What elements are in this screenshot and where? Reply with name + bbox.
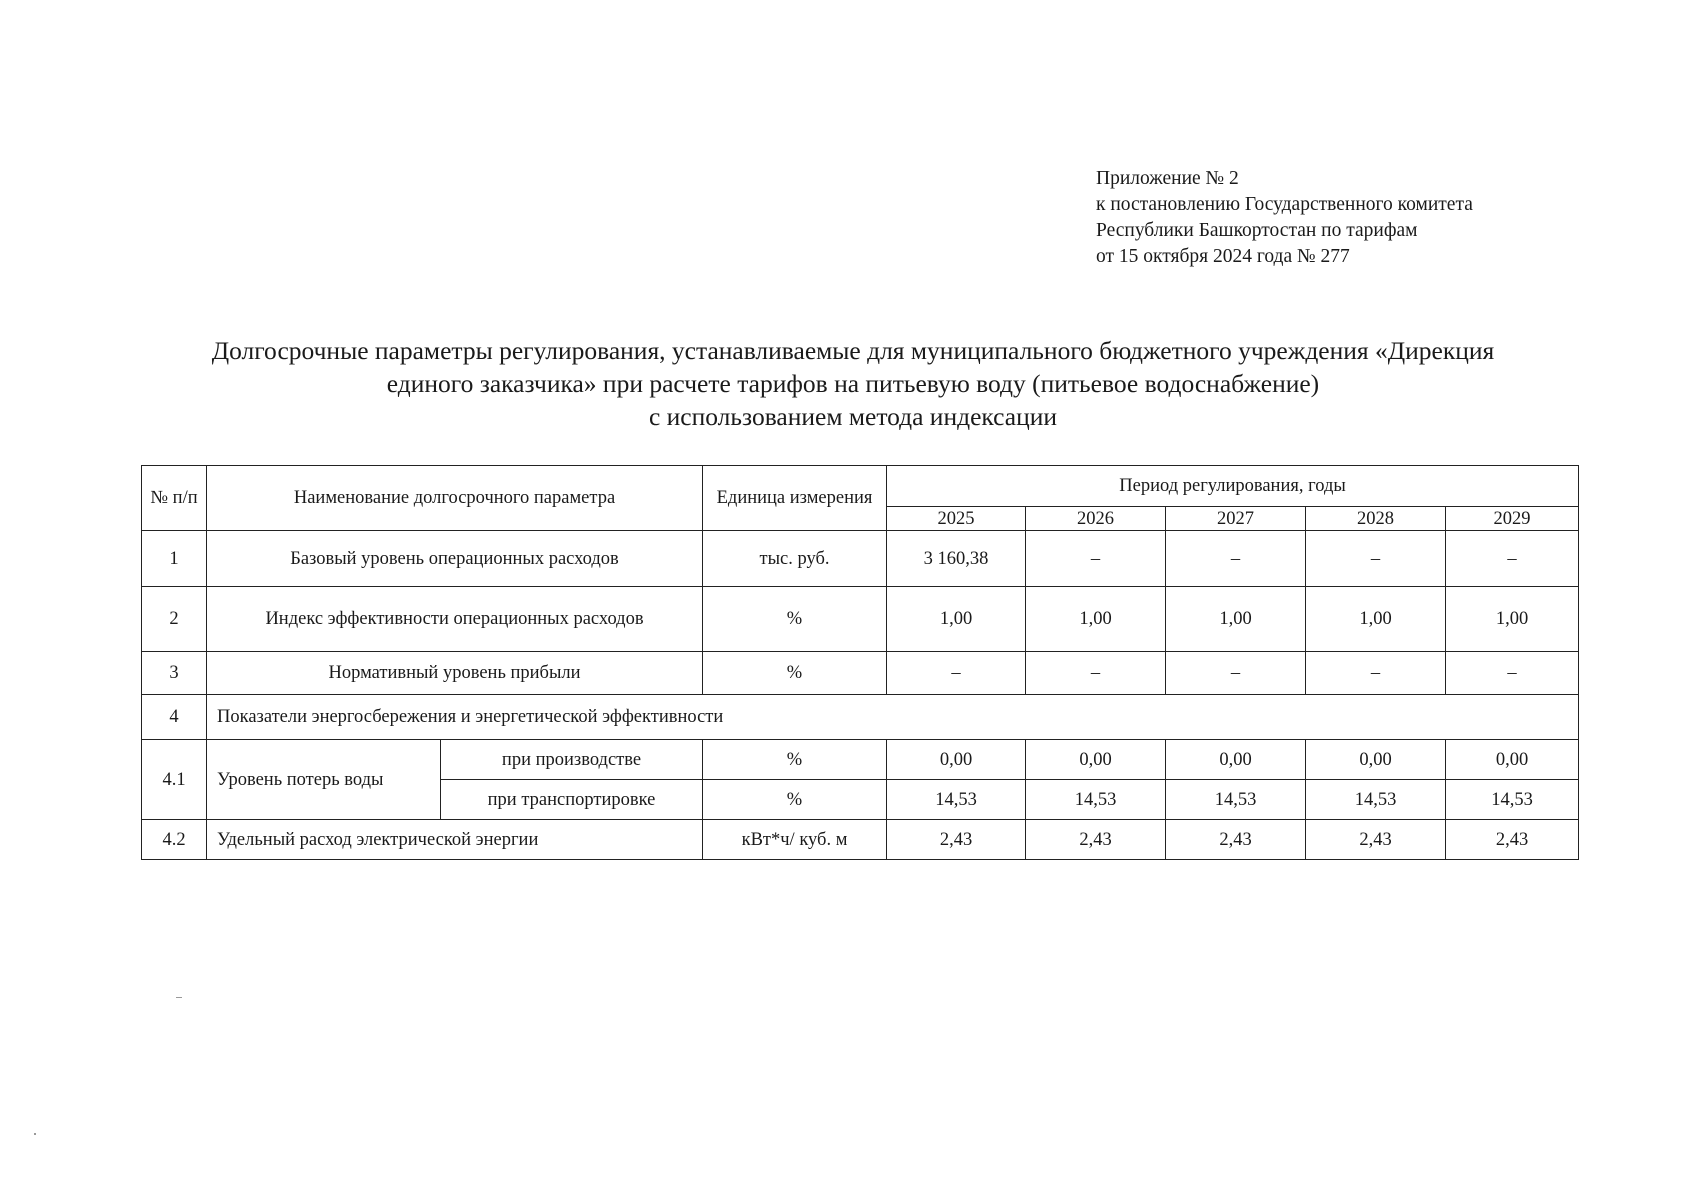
row-value: 1,00	[887, 587, 1026, 652]
row-unit: тыс. руб.	[703, 531, 887, 587]
row-value: 1,00	[1166, 587, 1306, 652]
header-row	[142, 466, 1579, 507]
header-unit: Единица измерения	[703, 466, 887, 531]
appendix-line-4: от 15 октября 2024 года № 277	[1096, 246, 1350, 267]
title-line-3: с использованием метода индексации	[648, 402, 1058, 431]
appendix-line-3: Республики Башкортостан по тарифам	[1096, 220, 1418, 241]
header-name: Наименование долгосрочного параметра	[207, 466, 703, 531]
table-row	[142, 820, 1579, 860]
row-name: Индекс эффективности операционных расходов	[207, 587, 703, 652]
row-num: 4.2	[142, 820, 207, 860]
appendix-block	[1096, 166, 1473, 270]
row-value: –	[1026, 531, 1166, 587]
header-year: 2028	[1306, 507, 1446, 531]
title-line-1: Долгосрочные параметры регулирования, устанавливаемые для муниципального бюджетного учреждения «Дирекция	[211, 336, 1495, 365]
header-num: № п/п	[142, 466, 207, 531]
row-value: 0,00	[1166, 740, 1306, 780]
document-title	[130, 334, 1576, 433]
section-name: Показатели энергосбережения и энергетической эффективности	[207, 695, 1579, 740]
row-value: 0,00	[887, 740, 1026, 780]
title-line-2: единого заказчика» при расчете тарифов на питьевую воду (питьевое водоснабжение)	[386, 369, 1320, 398]
row-value: 0,00	[1306, 740, 1446, 780]
row-subname: при транспортировке	[441, 780, 703, 820]
row-value: 3 160,38	[887, 531, 1026, 587]
header-year: 2029	[1446, 507, 1579, 531]
appendix-line-1: Приложение № 2	[1096, 168, 1239, 189]
section-row	[142, 695, 1579, 740]
row-value: 2,43	[1306, 820, 1446, 860]
parameters-table	[141, 465, 1579, 860]
table-row	[142, 740, 1579, 780]
row-num: 3	[142, 652, 207, 695]
table-row	[142, 531, 1579, 587]
row-value: –	[1306, 531, 1446, 587]
header-year: 2025	[887, 507, 1026, 531]
row-name: Нормативный уровень прибыли	[207, 652, 703, 695]
row-name: Уровень потерь воды	[207, 740, 441, 820]
row-value: 2,43	[1446, 820, 1579, 860]
row-value: 14,53	[1026, 780, 1166, 820]
row-value: 14,53	[887, 780, 1026, 820]
table-row	[142, 652, 1579, 695]
row-value: 1,00	[1306, 587, 1446, 652]
row-value: 0,00	[1446, 740, 1579, 780]
row-num: 4	[142, 695, 207, 740]
row-value: 0,00	[1026, 740, 1166, 780]
row-value: –	[1026, 652, 1166, 695]
row-unit: %	[703, 780, 887, 820]
row-unit: %	[703, 740, 887, 780]
row-value: –	[1446, 652, 1579, 695]
row-unit: %	[703, 652, 887, 695]
row-num: 4.1	[142, 740, 207, 820]
row-value: 14,53	[1446, 780, 1579, 820]
row-value: 1,00	[1446, 587, 1579, 652]
row-num: 1	[142, 531, 207, 587]
row-value: –	[1446, 531, 1579, 587]
row-value: –	[887, 652, 1026, 695]
table-row	[142, 587, 1579, 652]
scan-artifact	[34, 1133, 36, 1135]
header-year: 2027	[1166, 507, 1306, 531]
row-value: 1,00	[1026, 587, 1166, 652]
scan-artifact	[176, 997, 182, 998]
appendix-line-2: к постановлению Государственного комитета	[1096, 194, 1473, 215]
row-value: –	[1306, 652, 1446, 695]
row-value: 2,43	[887, 820, 1026, 860]
row-value: –	[1166, 652, 1306, 695]
row-subname: при производстве	[441, 740, 703, 780]
row-name: Удельный расход электрической энергии	[207, 820, 703, 860]
header-year: 2026	[1026, 507, 1166, 531]
row-value: 2,43	[1026, 820, 1166, 860]
row-value: 14,53	[1166, 780, 1306, 820]
header-period: Период регулирования, годы	[887, 466, 1579, 507]
row-value: 2,43	[1166, 820, 1306, 860]
row-num: 2	[142, 587, 207, 652]
row-value: 14,53	[1306, 780, 1446, 820]
row-unit: кВт*ч/ куб. м	[703, 820, 887, 860]
row-name: Базовый уровень операционных расходов	[207, 531, 703, 587]
row-value: –	[1166, 531, 1306, 587]
row-unit: %	[703, 587, 887, 652]
